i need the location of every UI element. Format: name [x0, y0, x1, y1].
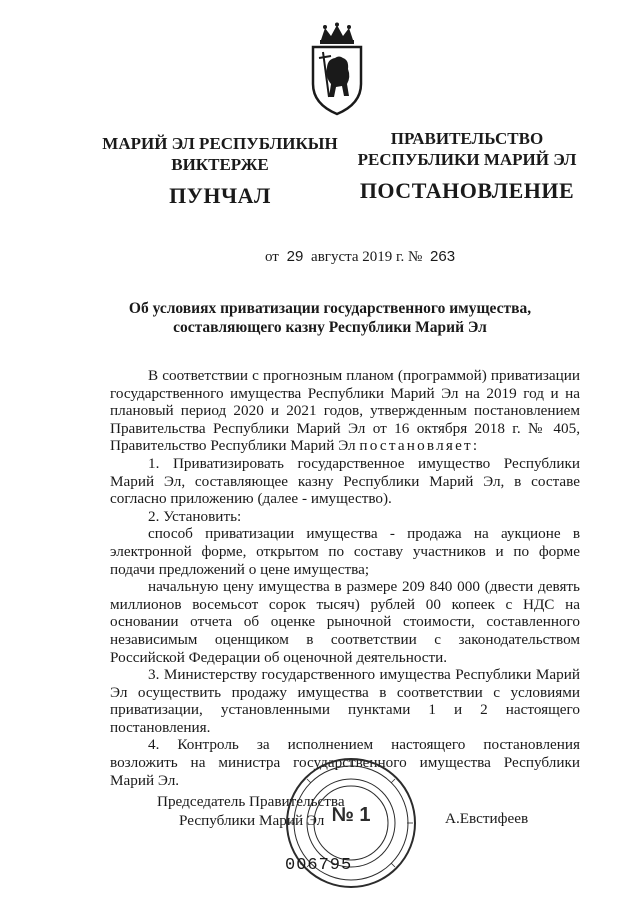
signatory-name: А.Евстифеев [445, 810, 529, 827]
header-mari [95, 133, 345, 206]
paragraph-2-price: начальную цену имущества в размере 209 840 000 (двести девять миллионов восемьсот сорок тысяч) рублей 00 копеек с НДС на основании отчета об оценке рыночной стоимости, составленного независимым оценщиком в соответствии с законодательством Российской Федерации об оценочной деятельности. [110, 578, 580, 666]
header-mari-line2: ВИКТЕРЖЕ [171, 155, 269, 174]
header-russian-line2: РЕСПУБЛИКИ МАРИЙ ЭЛ [357, 150, 577, 169]
paragraph-4: 4. Контроль за исполнением настоящего постановления возложить на министра государственного имущества Республики Марий Эл. [110, 736, 580, 789]
header-mari-doc-type: ПУНЧАЛ [169, 183, 271, 208]
date-line [265, 248, 459, 266]
title-line1: Об условиях приватизации государственного имущества, [128, 300, 532, 317]
coat-of-arms-emblem [303, 22, 371, 117]
signatory-position-line1: Председатель Правительства [157, 793, 345, 810]
header-mari-line1: МАРИЙ ЭЛ РЕСПУБЛИКЫН [102, 134, 338, 153]
preamble-resolves: постановляет: [359, 437, 480, 455]
header-russian [352, 128, 582, 201]
paragraph-2-method: способ приватизации имущества - продажа на аукционе в электронной форме, открытом по составу участников и по форме подачи предложений о цене имущества; [110, 525, 580, 578]
paragraph-preamble [110, 367, 580, 455]
stamp-number: № 1 [331, 804, 371, 826]
header-russian-line1: ПРАВИТЕЛЬСТВО [390, 129, 544, 148]
document-body [110, 367, 580, 789]
serial-number: 006795 [285, 856, 353, 875]
paragraph-2: 2. Установить: [148, 507, 242, 525]
paragraph-3: 3. Министерству государственного имущества Республики Марий Эл осуществить продажу имущества в соответствии с условиями приватизации, установленными пунктами 1 и 2 настоящего постановления. [110, 666, 580, 736]
header-russian-doc-type: ПОСТАНОВЛЕНИЕ [359, 178, 575, 203]
crown-icon [320, 23, 354, 45]
preamble-text: В соответствии с прогнозным планом (программой) приватизации государственного имущества Республики Марий Эл на 2019 год и на плановый период 2020 и 2021 годов, утвержденным постановлением Правительства Республики Марий Эл от 16 октября 2018 г. № 405, Правительство Республики Марий Эл [110, 367, 580, 455]
title-line2: составляющего казну Республики Марий Эл [173, 319, 487, 336]
document-title [100, 299, 560, 337]
signatory-position-line2: Республики Марий Эл [179, 812, 325, 829]
date-day: 29 [286, 248, 304, 265]
date-prefix: от [265, 249, 279, 265]
paragraph-1: 1. Приватизировать государственное имущество Республики Марий Эл, составляющее казну Республики Марий Эл, в составе согласно приложению (далее - имущество). [110, 454, 580, 508]
document-number: 263 [430, 248, 456, 265]
date-month-year: августа 2019 г. № [311, 249, 423, 265]
